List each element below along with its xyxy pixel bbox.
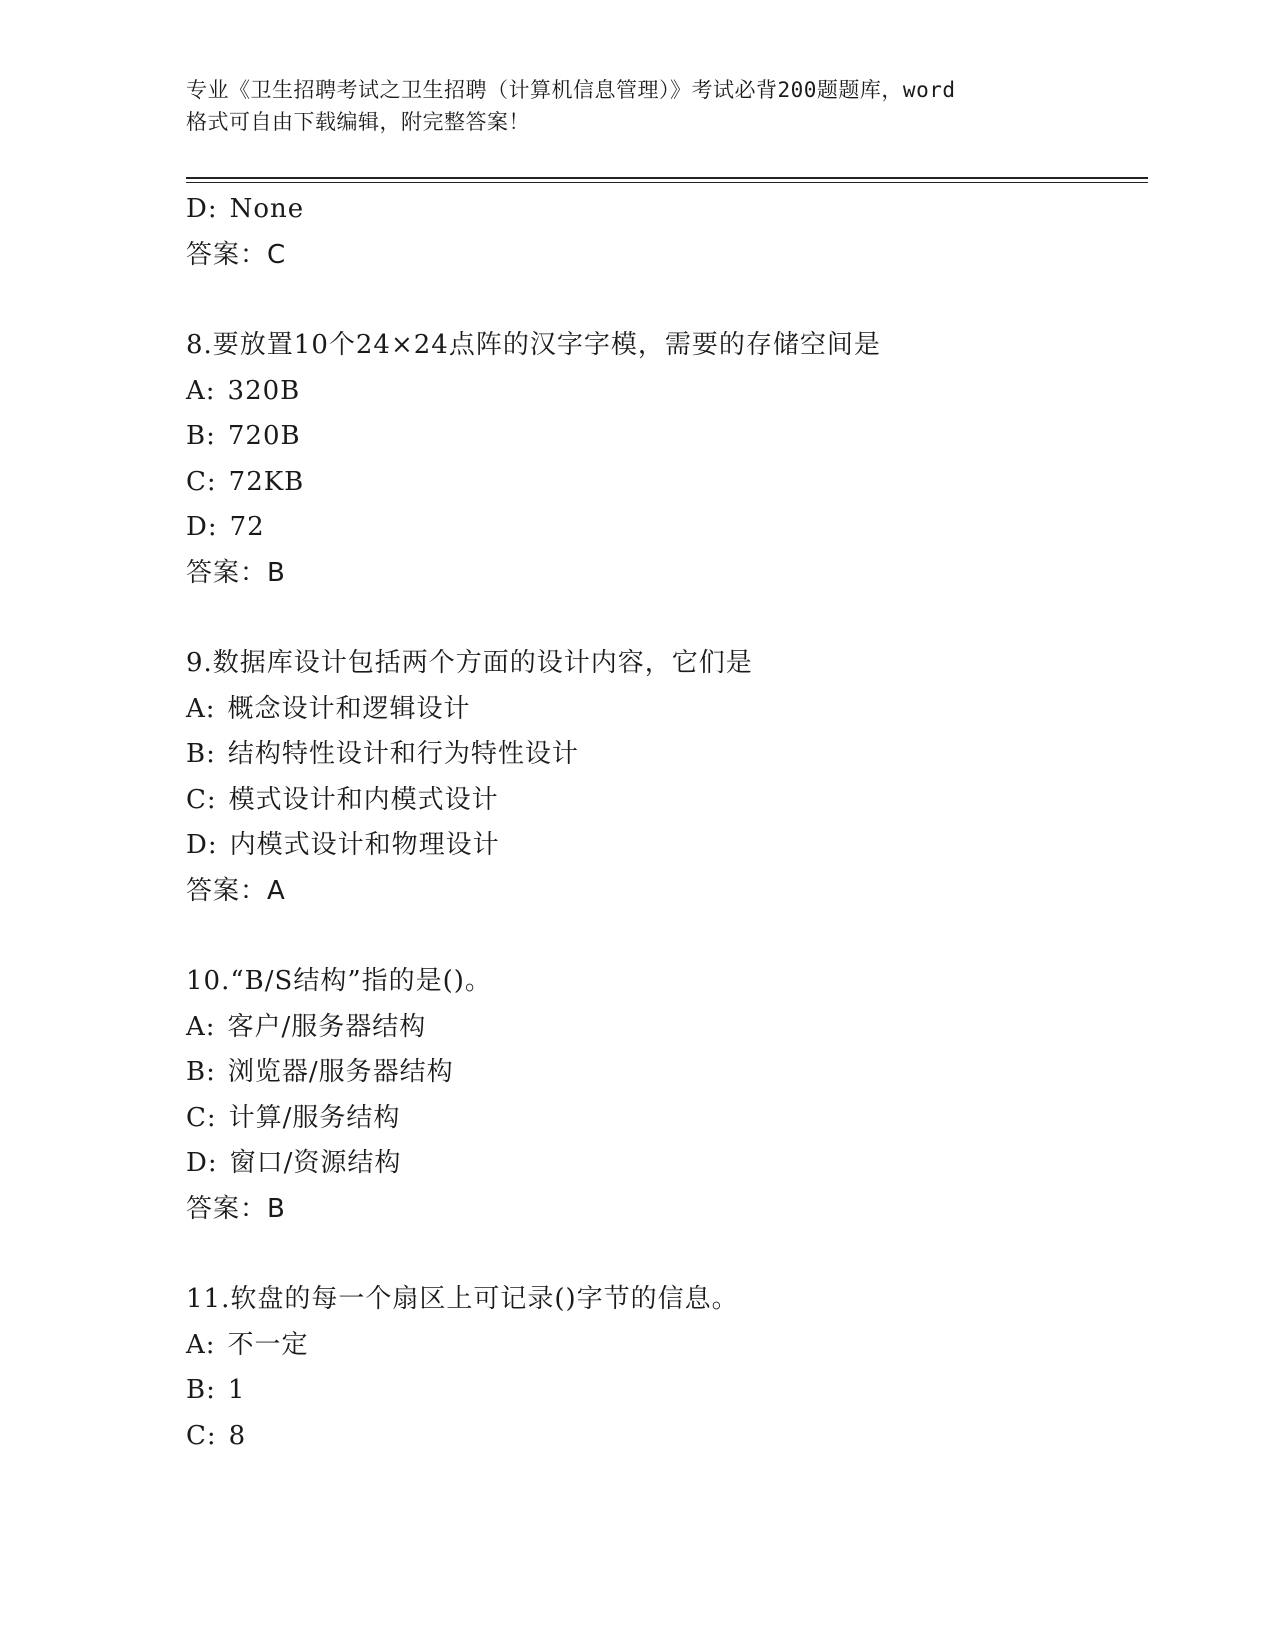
option-line [186, 732, 1146, 778]
spacer [186, 278, 1146, 323]
option-line [186, 460, 1146, 506]
option-line [186, 187, 1146, 233]
option-line [186, 1414, 1146, 1460]
question-stem: 9.数据库设计包括两个方面的设计内容，它们是 [186, 648, 753, 678]
option-line [186, 1323, 1146, 1369]
header-line-2: 格式可自由下载编辑，附完整答案！ [186, 110, 530, 134]
questions-content [186, 187, 1146, 1459]
spacer [186, 1232, 1146, 1277]
option-text: None [229, 194, 305, 224]
option-line [186, 823, 1146, 869]
option-text: 72 [229, 512, 265, 542]
option-line [186, 414, 1146, 460]
option-line [186, 1096, 1146, 1142]
option-letter: B: [186, 1057, 216, 1087]
option-text: 不一定 [227, 1329, 309, 1360]
option-letter: D: [186, 512, 218, 542]
option-text: 客户/服务器结构 [227, 1011, 427, 1042]
option-line [186, 1141, 1146, 1187]
option-text: 8 [228, 1420, 247, 1451]
option-line [186, 1005, 1146, 1051]
option-text: 概念设计和逻辑设计 [227, 693, 471, 724]
option-letter: C: [186, 784, 217, 815]
option-letter: A: [186, 1329, 216, 1360]
option-text: 结构特性设计和行为特性设计 [227, 739, 579, 769]
option-line [186, 1050, 1146, 1096]
option-letter: A: [186, 1011, 216, 1042]
option-letter: D: [186, 830, 218, 860]
option-letter: C: [186, 1102, 217, 1133]
option-line [186, 505, 1146, 551]
option-text: 720B [227, 421, 301, 451]
document-header [186, 74, 1086, 138]
question-stem: 11.软盘的每一个扇区上可记录()字节的信息。 [186, 1284, 739, 1314]
option-letter: B: [186, 739, 216, 769]
option-letter: C: [186, 466, 217, 497]
option-line [186, 687, 1146, 733]
option-letter: B: [186, 421, 216, 451]
option-letter: A: [186, 693, 216, 724]
option-letter: C: [186, 1420, 217, 1451]
option-text: 窗口/资源结构 [229, 1148, 402, 1178]
header-line-1: 专业《卫生招聘考试之卫生招聘（计算机信息管理）》考试必背200题题库，word [186, 78, 956, 102]
option-text: 计算/服务结构 [228, 1102, 401, 1133]
answer-line: 答案：B [186, 557, 286, 588]
answer-line: 答案：B [186, 1193, 286, 1224]
answer-line: 答案：C [186, 239, 287, 270]
question-stem: 8.要放置10个24×24点阵的汉字字模，需要的存储空间是 [186, 330, 881, 360]
option-letter: D: [186, 194, 218, 224]
answer-line: 答案：A [186, 875, 286, 906]
spacer [186, 596, 1146, 641]
header-divider-thin [186, 182, 1148, 183]
option-text: 320B [227, 375, 301, 406]
option-line [186, 778, 1146, 824]
option-letter: B: [186, 1375, 216, 1405]
header-divider-thick [186, 177, 1148, 179]
option-text: 模式设计和内模式设计 [228, 784, 499, 815]
option-line [186, 1368, 1146, 1414]
option-text: 1 [227, 1375, 246, 1405]
question-stem: 10.“B/S结构”指的是()。 [186, 966, 492, 996]
option-line [186, 369, 1146, 415]
option-text: 72KB [228, 466, 305, 497]
spacer [186, 914, 1146, 959]
option-text: 内模式设计和物理设计 [229, 830, 500, 860]
option-letter: A: [186, 375, 216, 406]
option-letter: D: [186, 1148, 218, 1178]
option-text: 浏览器/服务器结构 [227, 1057, 454, 1087]
